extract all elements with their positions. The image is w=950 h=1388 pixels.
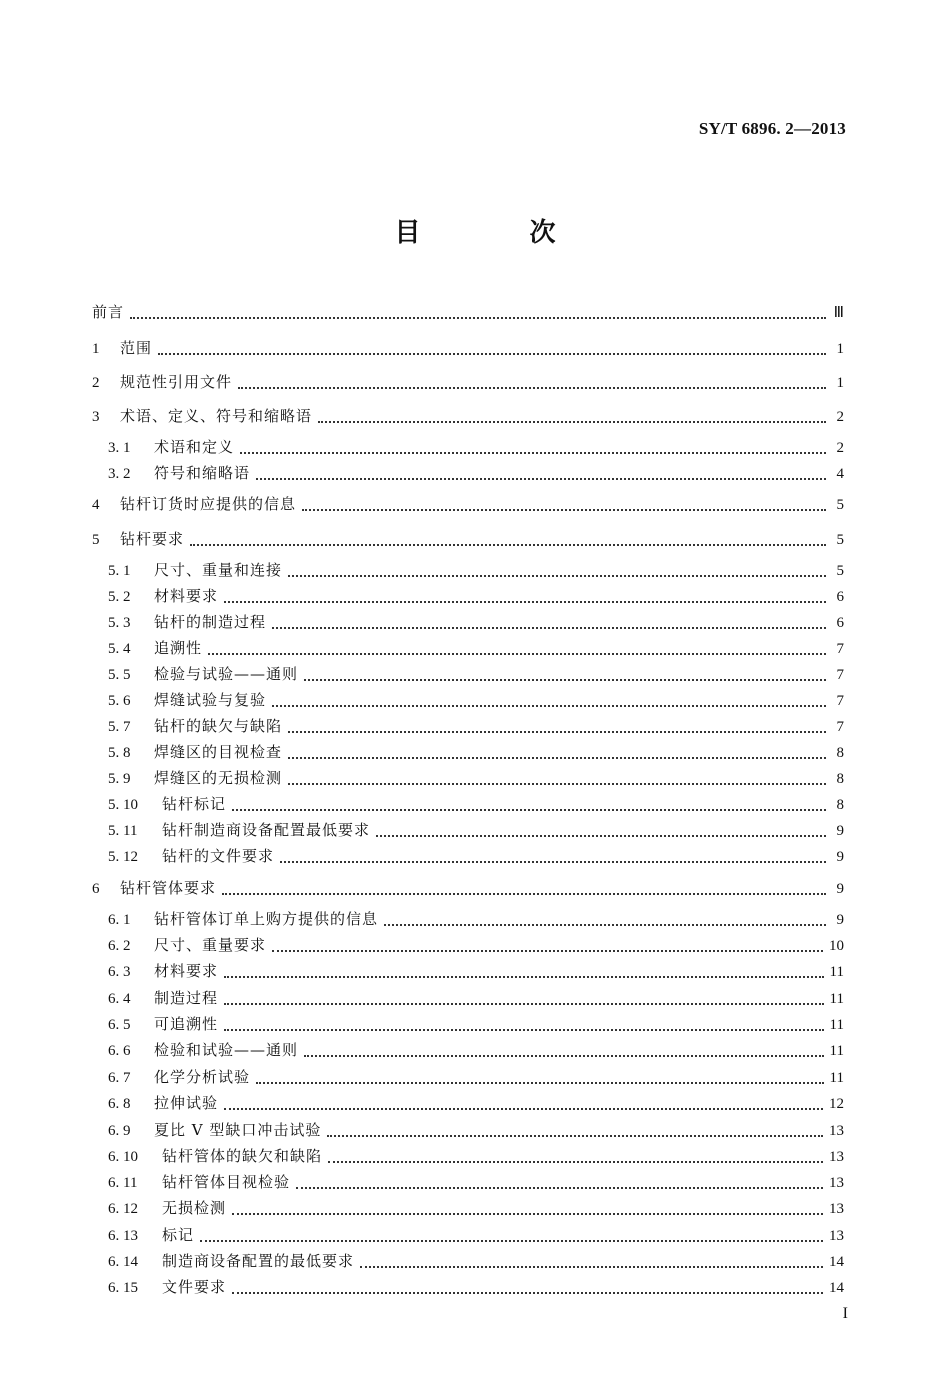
toc-leader-dots: [232, 1201, 823, 1215]
toc-entry-number: 5. 12: [108, 849, 138, 865]
toc-entry[interactable]: [92, 406, 844, 426]
toc-leader-dots: [376, 823, 826, 837]
toc-entry-label: 检验和试验——通则: [154, 1041, 299, 1059]
toc-entry-label: 材料要求: [154, 587, 219, 605]
toc-leader-dots: [232, 797, 826, 811]
toc-entry-page: 8: [836, 745, 844, 761]
toc-subentry[interactable]: [108, 560, 844, 580]
toc-subentry[interactable]: [108, 1120, 844, 1140]
toc-leader-dots: [288, 719, 826, 733]
toc-entry-number: 6. 13: [108, 1228, 138, 1244]
toc-subentry[interactable]: [108, 935, 844, 955]
toc-entry-number: 6. 1: [108, 912, 131, 928]
toc-entry-number: 3: [92, 409, 100, 425]
toc-subentry[interactable]: [108, 1040, 844, 1060]
toc-entry-label: 拉伸试验: [154, 1094, 219, 1112]
toc-leader-dots: [296, 1175, 823, 1189]
toc-leader-dots: [224, 991, 824, 1005]
toc-entry-label: 规范性引用文件: [120, 373, 233, 391]
toc-subentry[interactable]: [108, 820, 844, 840]
toc-entry-label: 尺寸、重量和连接: [154, 561, 283, 579]
toc-entry-page: 11: [829, 1043, 844, 1059]
toc-entry-number: 6. 3: [108, 964, 131, 980]
toc-entry-number: 2: [92, 375, 100, 391]
toc-entry-label: 符号和缩略语: [154, 464, 251, 482]
toc-entry-page: 7: [836, 667, 844, 683]
toc-leader-dots: [224, 1096, 823, 1110]
toc-subentry[interactable]: [108, 664, 844, 684]
toc-entry-page: Ⅲ: [833, 305, 844, 321]
toc-entry-number: 5: [92, 532, 100, 548]
toc-leader-dots: [190, 532, 826, 546]
toc-subentry[interactable]: [108, 1172, 844, 1192]
toc-entry-number: 6. 7: [108, 1070, 131, 1086]
toc-entry-number: 5. 4: [108, 641, 131, 657]
toc-entry-label: 检验与试验——通则: [154, 665, 299, 683]
toc-entry-page: 1: [836, 375, 844, 391]
toc-entry-page: 2: [836, 409, 844, 425]
toc-leader-dots: [224, 964, 824, 978]
toc-entry-page: 9: [836, 881, 844, 897]
toc-entry-page: 1: [836, 341, 844, 357]
toc-entry-number: 4: [92, 497, 100, 513]
toc-entry-label: 文件要求: [162, 1278, 227, 1296]
toc-entry-label: 焊缝试验与复验: [154, 691, 267, 709]
toc-leader-dots: [318, 409, 826, 423]
toc-entry-label: 钻杆管体订单上购方提供的信息: [154, 910, 379, 928]
toc-entry-label: 焊缝区的无损检测: [154, 769, 283, 787]
toc-leader-dots: [240, 440, 826, 454]
toc-entry-label: 尺寸、重量要求: [154, 936, 267, 954]
toc-entry-number: 6. 8: [108, 1096, 131, 1112]
toc-entry-page: 9: [836, 823, 844, 839]
toc-leader-dots: [360, 1254, 823, 1268]
toc-leader-dots: [232, 1280, 823, 1294]
toc-entry-page: 5: [836, 497, 844, 513]
toc-entry[interactable]: [92, 338, 844, 358]
toc-entry-number: 5. 10: [108, 797, 138, 813]
toc-entry-label: 钻杆管体要求: [120, 879, 217, 897]
toc-entry-page: 4: [836, 466, 844, 482]
toc-leader-dots: [224, 1017, 824, 1031]
toc-subentry[interactable]: [108, 1093, 844, 1113]
toc-title: 目 次: [394, 218, 606, 248]
toc-entry-label: 术语、定义、符号和缩略语: [120, 407, 313, 425]
toc-entry-label: 追溯性: [154, 639, 203, 657]
toc-subentry[interactable]: [108, 794, 844, 814]
toc-leader-dots: [256, 1070, 824, 1084]
toc-entry-number: 5. 7: [108, 719, 131, 735]
toc-leader-dots: [238, 375, 826, 389]
toc-entry-number: 6. 9: [108, 1123, 131, 1139]
toc-entry[interactable]: [92, 494, 844, 514]
toc-entry-number: 6. 10: [108, 1149, 138, 1165]
toc-subentry[interactable]: [108, 586, 844, 606]
toc-subentry[interactable]: [108, 716, 844, 736]
toc-entry-number: 5. 3: [108, 615, 131, 631]
toc-entry-page: 14: [829, 1254, 844, 1270]
toc-entry-label: 钻杆管体目视检验: [162, 1173, 291, 1191]
toc-entry-number: 3. 1: [108, 440, 131, 456]
toc-entry-page: 8: [836, 797, 844, 813]
toc-leader-dots: [200, 1228, 823, 1242]
toc-entry-page: 6: [836, 589, 844, 605]
toc-leader-dots: [302, 497, 826, 511]
toc-leader-dots: [222, 881, 826, 895]
toc-entry-page: 2: [836, 440, 844, 456]
toc-entry-number: 5. 1: [108, 563, 131, 579]
toc-entry-label: 范围: [120, 339, 153, 357]
toc-entry-label: 钻杆标记: [162, 795, 227, 813]
toc-entry-label: 钻杆的文件要求: [162, 847, 275, 865]
toc-subentry[interactable]: [108, 1277, 844, 1297]
toc-entry-page: 6: [836, 615, 844, 631]
toc-entry-page: 14: [829, 1280, 844, 1296]
toc-leader-dots: [158, 341, 826, 355]
toc-subentry[interactable]: [108, 1225, 844, 1245]
toc-leader-dots: [327, 1123, 823, 1137]
toc-entry-number: 6. 12: [108, 1201, 138, 1217]
toc-leader-dots: [130, 305, 826, 319]
toc-entry-number: 6. 6: [108, 1043, 131, 1059]
toc-subentry[interactable]: [108, 1146, 844, 1166]
toc-entry-number: 6. 15: [108, 1280, 138, 1296]
toc-entry-page: 13: [829, 1228, 844, 1244]
toc-subentry[interactable]: [108, 1251, 844, 1271]
toc-subentry[interactable]: [108, 612, 844, 632]
toc-subentry[interactable]: [108, 988, 844, 1008]
toc-subentry[interactable]: [108, 909, 844, 929]
toc-entry[interactable]: [92, 372, 844, 392]
toc-entry-number: 5. 5: [108, 667, 131, 683]
toc-subentry[interactable]: [108, 768, 844, 788]
toc-entry-page: 5: [836, 563, 844, 579]
toc-entry-label: 标记: [162, 1226, 195, 1244]
toc-leader-dots: [272, 938, 823, 952]
toc-entry-label: 钻杆制造商设备配置最低要求: [162, 821, 371, 839]
toc-entry-number: 6. 11: [108, 1175, 138, 1191]
toc-entry-label: 可追溯性: [154, 1015, 219, 1033]
toc-entry-number: 5. 11: [108, 823, 138, 839]
toc-entry-label: 钻杆订货时应提供的信息: [120, 495, 297, 513]
toc-entry-label: 钻杆管体的缺欠和缺陷: [162, 1147, 323, 1165]
toc-subentry[interactable]: [108, 961, 844, 981]
toc-subentry[interactable]: [108, 1067, 844, 1087]
toc-subentry[interactable]: [108, 638, 844, 658]
toc-entry-page: 7: [836, 693, 844, 709]
page-number: I: [842, 1305, 848, 1322]
toc-entry[interactable]: [92, 878, 844, 898]
toc-entry-page: 11: [829, 964, 844, 980]
toc-entry-page: 11: [829, 1017, 844, 1033]
toc-entry-page: 13: [829, 1123, 844, 1139]
toc-subentry[interactable]: [108, 742, 844, 762]
toc-entry-page: 7: [836, 719, 844, 735]
toc-entry-label: 夏比 V 型缺口冲击试验: [154, 1121, 322, 1139]
toc-entry-label: 前言: [92, 303, 125, 321]
toc-entry-label: 材料要求: [154, 962, 219, 980]
toc-entry-number: 6. 5: [108, 1017, 131, 1033]
toc-leader-dots: [224, 589, 826, 603]
toc-subentry[interactable]: [108, 1014, 844, 1034]
toc-subentry[interactable]: [108, 463, 844, 483]
toc-leader-dots: [256, 466, 826, 480]
toc-leader-dots: [208, 641, 826, 655]
toc-entry-page: 8: [836, 771, 844, 787]
toc-entry-preface[interactable]: [92, 302, 844, 322]
toc-entry-label: 制造商设备配置的最低要求: [162, 1252, 355, 1270]
toc-leader-dots: [288, 771, 826, 785]
toc-entry-page: 11: [829, 991, 844, 1007]
toc-leader-dots: [328, 1149, 823, 1163]
toc-entry-page: 5: [836, 532, 844, 548]
toc-entry-label: 术语和定义: [154, 438, 235, 456]
toc-subentry[interactable]: [108, 1198, 844, 1218]
toc-entry-label: 钻杆的缺欠与缺陷: [154, 717, 283, 735]
toc-entry-number: 5. 2: [108, 589, 131, 605]
toc-entry-number: 6. 2: [108, 938, 131, 954]
toc-entry-number: 5. 8: [108, 745, 131, 761]
toc-entry[interactable]: [92, 529, 844, 549]
toc-entry-page: 9: [836, 912, 844, 928]
toc-leader-dots: [288, 745, 826, 759]
standard-number: SY/T 6896. 2—2013: [698, 119, 846, 138]
toc-entry-page: 13: [829, 1175, 844, 1191]
toc-entry-label: 钻杆要求: [120, 530, 185, 548]
toc-leader-dots: [384, 912, 826, 926]
toc-subentry[interactable]: [108, 437, 844, 457]
toc-entry-page: 12: [829, 1096, 844, 1112]
toc-leader-dots: [272, 693, 826, 707]
toc-entry-number: 5. 9: [108, 771, 131, 787]
toc-entry-number: 3. 2: [108, 466, 131, 482]
toc-entry-label: 焊缝区的目视检查: [154, 743, 283, 761]
toc-entry-page: 10: [829, 938, 844, 954]
toc-entry-label: 无损检测: [162, 1199, 227, 1217]
toc-entry-label: 化学分析试验: [154, 1068, 251, 1086]
toc-subentry[interactable]: [108, 846, 844, 866]
toc-entry-number: 6: [92, 881, 100, 897]
toc-leader-dots: [272, 615, 826, 629]
toc-entry-number: 6. 14: [108, 1254, 138, 1270]
toc-entry-number: 6. 4: [108, 991, 131, 1007]
toc-leader-dots: [288, 563, 826, 577]
toc-leader-dots: [280, 849, 826, 863]
toc-entry-page: 13: [829, 1201, 844, 1217]
toc-subentry[interactable]: [108, 690, 844, 710]
toc-entry-page: 9: [836, 849, 844, 865]
toc-entry-label: 钻杆的制造过程: [154, 613, 267, 631]
toc-entry-page: 13: [829, 1149, 844, 1165]
toc-leader-dots: [304, 1043, 824, 1057]
toc-leader-dots: [304, 667, 826, 681]
toc-entry-number: 1: [92, 341, 100, 357]
toc-entry-label: 制造过程: [154, 989, 219, 1007]
toc-entry-number: 5. 6: [108, 693, 131, 709]
toc-entry-page: 7: [836, 641, 844, 657]
toc-entry-page: 11: [829, 1070, 844, 1086]
